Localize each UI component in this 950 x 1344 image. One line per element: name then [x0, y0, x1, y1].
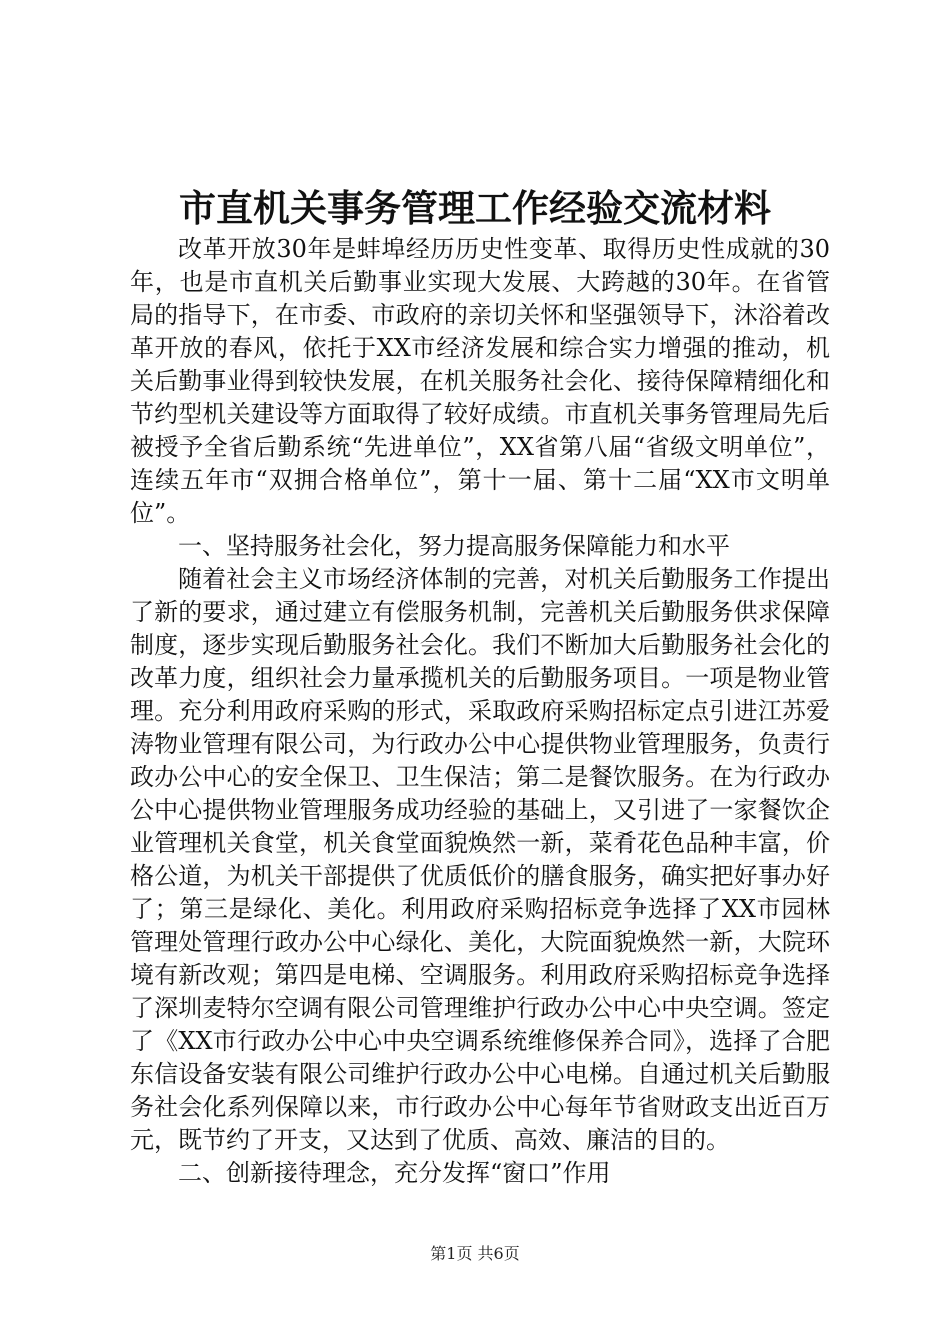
section-heading-2: 二、创新接待理念，充分发挥“窗口”作用 [178, 1159, 611, 1187]
section-heading-1: 一、坚持服务社会化，努力提高服务保障能力和水平 [178, 532, 730, 560]
document-body [130, 233, 830, 1190]
intro-paragraph: 改革开放30年是蚌埠经历历史性变革、取得历史性成就的30年，也是市直机关后勤事业实现大发展、大跨越的30年。在省管局的指导下，在市委、市政府的亲切关怀和坚强领导下，沐浴着改革开放的春风，依托于XX市经济发展和综合实力增强的推动，机关后勤事业得到较快发展，在机关服务社会化、接待保障精细化和节约型机关建设等方面取得了较好成绩。市直机关事务管理局先后被授予全省后勤系统“先进单位”，XX省第八届“省级文明单位”，连续五年市“双拥合格单位”，第十一届、第十二届“XX市文明单位”。 [130, 235, 830, 527]
section-1-paragraph: 随着社会主义市场经济体制的完善，对机关后勤服务工作提出了新的要求，通过建立有偿服务机制，完善机关后勤服务供求保障制度，逐步实现后勤服务社会化。我们不断加大后勤服务社会化的改革力度，组织社会力量承揽机关的后勤服务项目。一项是物业管理。充分利用政府采购的形式，采取政府采购招标定点引进江苏爱涛物业管理有限公司，为行政办公中心提供物业管理服务，负责行政办公中心的安全保卫、卫生保洁；第二是餐饮服务。在为行政办公中心提供物业管理服务成功经验的基础上，又引进了一家餐饮企业管理机关食堂，机关食堂面貌焕然一新，菜肴花色品种丰富，价格公道，为机关干部提供了优质低价的膳食服务，确实把好事办好了；第三是绿化、美化。利用政府采购招标竞争选择了XX市园林管理处管理行政办公中心绿化、美化，大院面貌焕然一新，大院环境有新改观；第四是电梯、空调服务。利用政府采购招标竞争选择了深圳麦特尔空调有限公司管理维护行政办公中心中央空调。签定了《XX市行政办公中心中央空调系统维修保养合同》，选择了合肥东信设备安装有限公司维护行政办公中心电梯。自通过机关后勤服务社会化系列保障以来，市行政办公中心每年节省财政支出近百万元，既节约了开支，又达到了优质、高效、廉洁的目的。 [130, 565, 830, 1154]
document-title: 市直机关事务管理工作经验交流材料 [179, 186, 771, 230]
page-number-footer: 第1页 共6页 [430, 1244, 520, 1263]
